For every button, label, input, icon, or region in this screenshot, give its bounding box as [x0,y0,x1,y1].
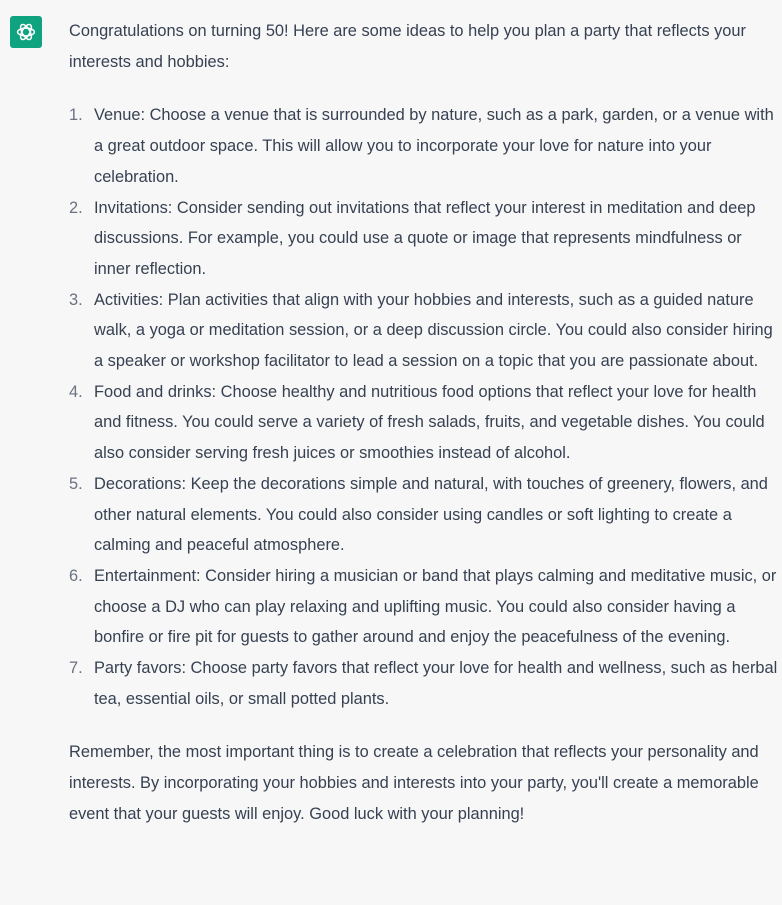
ideas-list [69,100,782,714]
list-item [69,469,782,561]
list-item-number: 4. [69,382,83,401]
list-item [69,100,782,192]
list-item-number: 5. [69,474,83,493]
list-item-number: 7. [69,659,83,678]
list-item-number: 2. [69,198,83,217]
list-item [69,561,782,653]
list-item [69,653,782,714]
list-item-text: Food and drinks: Choose healthy and nutritious food options that reflect your love for health and fitness. You could serve a variety of fresh salads, fruits, and vegetable dishes. You could also consider serving fresh juices or smoothies instead of alcohol. [94,382,765,463]
list-item-text: Venue: Choose a venue that is surrounded by nature, such as a park, garden, or a venue with a great outdoor space. This will allow you to incorporate your love for nature into your celebration. [94,106,774,186]
list-item-text: Decorations: Keep the decorations simple and natural, with touches of greenery, flowers, and other natural elements. You could also consider using candles or soft lighting to create a calming and peaceful atmosphere. [94,474,768,555]
list-item [69,285,782,377]
list-item-text: Party favors: Choose party favors that reflect your love for health and wellness, such as herbal tea, essential oils, or small potted plants. [94,659,778,708]
list-item-number: 1. [69,106,83,125]
assistant-message [69,16,782,830]
message-intro: Congratulations on turning 50! Here are some ideas to help you plan a party that reflects your interests and hobbies: [69,22,746,71]
list-item [69,193,782,285]
list-item-number: 3. [69,290,83,309]
list-item-text: Activities: Plan activities that align with your hobbies and interests, such as a guided nature walk, a yoga or meditation session, or a deep discussion circle. You could also consider hiring a speaker or workshop facilitator to lead a session on a topic that you are passionate about. [94,290,773,371]
list-item [69,377,782,469]
list-item-text: Entertainment: Consider hiring a musician or band that plays calming and meditative music, or choose a DJ who can play relaxing and uplifting music. You could also consider having a bonfire or fire pit for guests to gather around and enjoy the peacefulness of the evening. [94,566,777,647]
list-item-number: 6. [69,566,83,585]
assistant-avatar [10,16,42,48]
list-item-text: Invitations: Consider sending out invitations that reflect your interest in meditation and deep discussions. For example, you could use a quote or image that represents mindfulness or inner reflection. [94,198,756,278]
message-outro: Remember, the most important thing is to create a celebration that reflects your personality and interests. By incorporating your hobbies and interests into your party, you'll create a memorable event that your guests will enjoy. Good luck with your planning! [69,743,759,823]
openai-logo-icon [15,21,37,43]
